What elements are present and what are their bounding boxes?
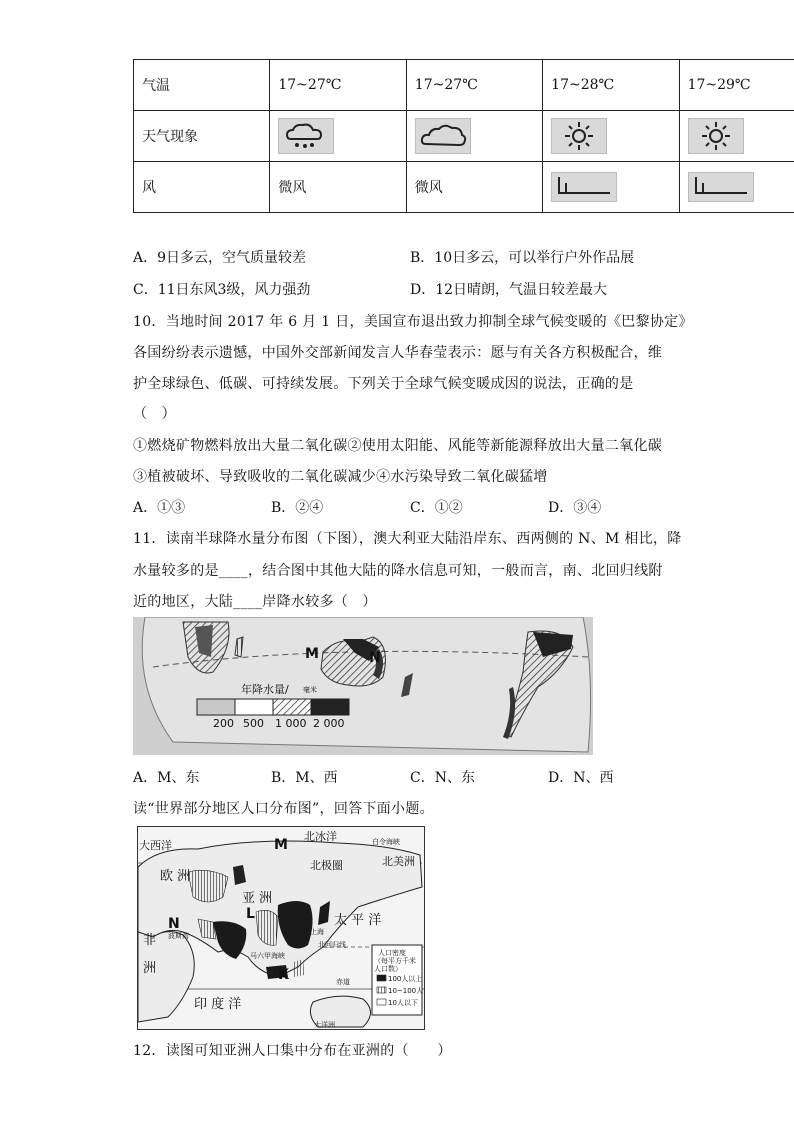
legend-tick: 200 <box>213 717 234 730</box>
wind-row <box>134 162 794 213</box>
q11-stem-line: 近的地区，大陆____岸降水较多（ ） <box>133 594 377 610</box>
q10-option-d: D．③④ <box>548 500 602 516</box>
legend-high: 100人以上 <box>388 975 423 983</box>
map-label-m: M <box>274 837 288 853</box>
map-label-oceania: 大洋洲 <box>314 1021 335 1029</box>
map-label-l: L <box>246 906 255 922</box>
precipitation-legend-unit: 毫米 <box>303 686 317 694</box>
map-label-persian-gulf: 波斯湾 <box>168 932 189 940</box>
q12-stem: 12．读图可知亚洲人口集中分布在亚洲的（ ） <box>133 1043 452 1059</box>
table-cell <box>679 162 794 213</box>
precipitation-legend-title: 年降水量/ <box>241 683 289 696</box>
table-cell <box>679 111 794 162</box>
q10-option-c: C．①② <box>410 500 463 516</box>
q10-stem-line: 10．当地时间 2017 年 6 月 1 日，美国宣布退出致力抑制全球气候变暖的《巴黎协定》 <box>133 314 693 330</box>
q11-stem-line: 水量较多的是____，结合图中其他大陆的降水信息可知，一般而言，南、北回归线附 <box>133 563 663 579</box>
q11-stem-line: 11．读南半球降水量分布图（下图），澳大利亚大陆沿岸东、西两侧的 N、M 相比，降 <box>133 531 682 547</box>
q9-option-b: B．10日多云，可以举行户外作品展 <box>410 250 635 266</box>
table-cell: 微风 <box>406 162 542 213</box>
q10-option-b: B．②④ <box>271 500 324 516</box>
weather-row <box>134 111 794 162</box>
legend-subtitle: （每平方千米人口数） <box>374 957 416 973</box>
q10-stem-line: 护全球绿色、低碳、可持续发展。下列关于全球气候变暖成因的说法，正确的是 <box>133 376 634 392</box>
map-label-atlantic: 大西洋 <box>139 839 172 852</box>
q10-option-a: A．①③ <box>133 500 186 516</box>
map-label-africa-1: 非 <box>143 933 157 948</box>
map-label-equator: 赤道 <box>336 978 350 986</box>
map-label-shanghai: 上海 <box>310 928 324 936</box>
map-label-africa-2: 洲 <box>143 961 157 976</box>
table-cell: 17~27℃ <box>270 60 406 111</box>
rain-cloud-icon <box>278 118 334 154</box>
map-label-arctic-circle: 北极圈 <box>310 859 343 872</box>
q10-statement: ①燃烧矿物燃料放出大量二氧化碳②使用太阳能、风能等新能源释放出大量二氧化碳 <box>133 438 663 454</box>
table-cell <box>406 111 542 162</box>
precipitation-map-graphic <box>133 617 593 755</box>
map-label-arctic-ocean: 北冰洋 <box>304 830 337 843</box>
table-cell <box>270 111 406 162</box>
table-cell: 微风 <box>270 162 406 213</box>
q9-option-a: A．9日多云，空气质量较差 <box>133 250 307 266</box>
map-label-n: N <box>168 916 180 932</box>
map-label-europe: 欧 洲 <box>160 869 191 884</box>
map-label-tropic-of-cancer: 北回归线 <box>318 941 346 949</box>
table-cell: 17~29℃ <box>679 60 794 111</box>
southern-hemisphere-precipitation-map <box>133 617 593 755</box>
q10-answer-blank: （ ） <box>133 406 176 422</box>
table-cell <box>543 111 679 162</box>
legend-tick: 500 <box>243 717 264 730</box>
map-label-pacific: 太 平 洋 <box>334 913 382 928</box>
legend-tick: 2 000 <box>313 717 345 730</box>
map-label-k: K <box>278 967 289 983</box>
map-label-bering-strait: 白令海峡 <box>372 838 400 846</box>
weather-forecast-table <box>133 59 794 213</box>
legend-mid: 10~100人 <box>388 987 424 995</box>
map-label-n: N <box>369 650 381 666</box>
row-label: 气温 <box>134 60 270 111</box>
legend-tick: 1 000 <box>275 717 307 730</box>
map-label-m: M <box>305 646 319 662</box>
sun-icon <box>688 118 744 154</box>
wind-barb-icon <box>551 172 617 202</box>
row-label: 风 <box>134 162 270 213</box>
table-cell <box>543 162 679 213</box>
sun-icon <box>551 118 607 154</box>
q10-statement: ③植被破坏、导致吸收的二氧化碳减少④水污染导致二氧化碳猛增 <box>133 469 548 485</box>
legend-low: 10人以下 <box>388 999 418 1007</box>
q11-option-b: B．M、西 <box>271 770 338 786</box>
map-label-asia: 亚 洲 <box>242 891 273 906</box>
temperature-row <box>134 60 794 111</box>
cloud-icon <box>415 118 471 154</box>
map-label-north-america: 北美洲 <box>382 855 415 868</box>
q10-stem-line: 各国纷纷表示遗憾，中国外交部新闻发言人华春莹表示：愿与有关各方积极配合，维 <box>133 345 663 361</box>
map-label-malacca-strait: 马六甲海峡 <box>250 952 285 960</box>
q11-option-a: A．M、东 <box>133 770 200 786</box>
table-cell: 17~28℃ <box>543 60 679 111</box>
population-distribution-map <box>137 826 425 1030</box>
q9-option-c: C．11日东风3级，风力强劲 <box>133 282 311 298</box>
q9-option-d: D．12日晴朗，气温日较差最大 <box>410 282 608 298</box>
q11-option-d: D．N、西 <box>548 770 614 786</box>
legend-title: 人口密度 <box>378 949 406 957</box>
q11-option-c: C．N、东 <box>410 770 475 786</box>
population-map-intro: 读“世界部分地区人口分布图”，回答下面小题。 <box>133 801 434 817</box>
table-cell: 17~27℃ <box>406 60 542 111</box>
map-label-indian-ocean: 印 度 洋 <box>194 997 242 1012</box>
wind-barb-icon <box>688 172 754 202</box>
row-label: 天气现象 <box>134 111 270 162</box>
